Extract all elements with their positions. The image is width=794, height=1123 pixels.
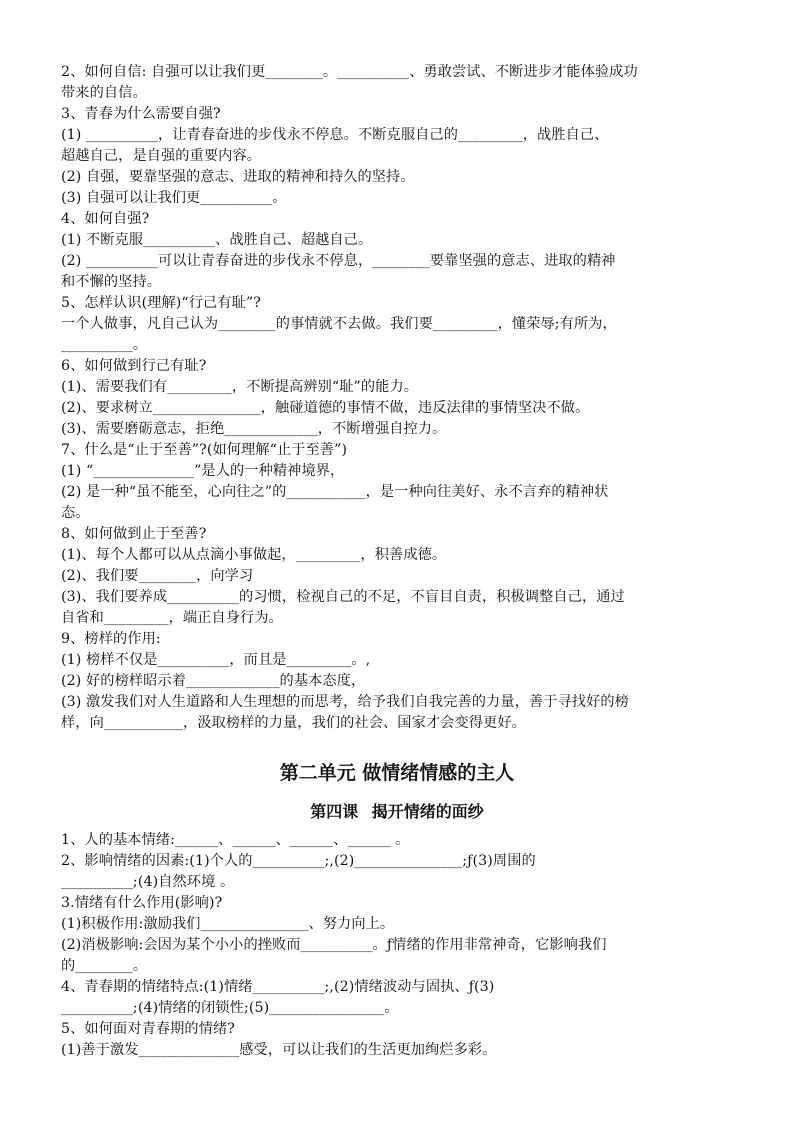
question-heading: 6、如何做到行己有耻? <box>61 358 207 374</box>
question-heading: 3、青春为什么需要自强? <box>61 106 221 122</box>
question-heading: 7、什么是“止于至善”?(如何理解“止于至善”) <box>61 442 348 458</box>
text-line: 一个人做事，凡自己认为________的事情就不去做。我们要_________，懂荣辱;有所为， <box>61 316 617 332</box>
text-line: (2) 好的榜样昭示着_____________的基本态度， <box>61 673 366 689</box>
question-heading: 9、榜样的作用: <box>61 631 161 647</box>
text-line: (2) 是一种“虽不能至，心向往之”的___________，是一种向往美好、永不言弃的精神状 <box>61 484 609 500</box>
question-heading: 5、如何面对青春期的情绪? <box>61 1021 235 1037</box>
text-line: __________;(4)情绪的闭锁性;(5)________________。 <box>61 1000 399 1016</box>
text-line: (1) __________，让青春奋进的步伐永不停息。不断克服自己的_________，战胜自己、 <box>61 127 609 143</box>
text-line: __________;(4)自然环境 。 <box>61 874 235 890</box>
text-line: 2、如何自信: 自强可以让我们更________。__________、勇敢尝试、不断进步才能体验成功 <box>61 64 638 80</box>
text-line: __________。 <box>61 337 148 353</box>
text-line: 自省和_________，端正自身行为。 <box>61 610 283 626</box>
unit-title: 第二单元 做情绪情感的主人 <box>279 762 515 784</box>
text-line: (1)善于激发______________感受，可以让我们的生活更加绚烂多彩。 <box>61 1042 497 1058</box>
text-line: 态。 <box>61 505 90 521</box>
text-line: (1)积极作用:激励我们_______________、努力向上。 <box>61 916 395 932</box>
text-line: (3) 激发我们对人生道路和人生理想的而思考，给予我们自我完善的力量，善于寻找好的榜 <box>61 694 629 710</box>
text-line: 2、影响情绪的因素:(1)个人的__________;,(2)_______________;ƒ(3)周围的 <box>61 853 536 869</box>
text-line: 超越自己，是自强的重要内容。 <box>61 148 262 164</box>
text-line: (2)消极影响:会因为某个小小的挫败而__________。ƒ情绪的作用非常神奇，它影响我们 <box>61 937 607 953</box>
text-line: 4、青春期的情绪特点:(1)情绪__________;,(2)情绪波动与固执、ƒ(3) <box>61 979 495 995</box>
question-heading: 8、如何做到止于至善? <box>61 526 207 542</box>
text-line: 1、人的基本情绪:______、______、______、______ 。 <box>61 832 410 848</box>
text-line: 和不懈的坚持。 <box>61 274 162 290</box>
text-line: (1) 榜样不仅是__________，而且是_________。, <box>61 652 371 668</box>
text-line: 带来的自信。 <box>61 85 147 101</box>
text-line: (3)、我们要养成__________的习惯，检视自己的不足，不盲目自责，积极调整自己，通过 <box>61 589 625 605</box>
text-line: 样，向___________，汲取榜样的力量，我们的社会、国家才会变得更好。 <box>61 715 526 731</box>
lesson-title: 第四课 揭开情绪的面纱 <box>310 802 484 821</box>
text-line: (2) 自强，要靠坚强的意志、进取的精神和持久的坚持。 <box>61 169 415 185</box>
text-line: (1) 不断克服__________、战胜自己、超越自己。 <box>61 232 373 248</box>
question-heading: 3.情绪有什么作用(影响)? <box>61 895 223 911</box>
text-line: (1)、每个人都可以从点滴小事做起，_________，积善成德。 <box>61 547 447 563</box>
text-line: (2) __________可以让青春奋进的步伐永不停息，________要靠坚强的意志、进取的精神 <box>61 253 616 269</box>
text-line: (1)、需要我们有_________，不断提高辨别“耻”的能力。 <box>61 379 419 395</box>
text-line: (3)、需要磨砺意志，拒绝_____________，不断增强自控力。 <box>61 421 447 437</box>
text-line: (3) 自强可以让我们更__________。 <box>61 190 287 206</box>
text-line: (2)、我们要________，向学习 <box>61 568 254 584</box>
question-heading: 5、怎样认识(理解)“行己有耻”? <box>61 295 261 311</box>
question-heading: 4、如何自强? <box>61 211 150 227</box>
text-line: (2)、要求树立_______________，触碰道德的事情不做，违反法律的事情坚决不做。 <box>61 400 590 416</box>
text-line: 的________。 <box>61 958 148 974</box>
text-line: (1) “______________”是人的一种精神境界， <box>61 463 345 479</box>
